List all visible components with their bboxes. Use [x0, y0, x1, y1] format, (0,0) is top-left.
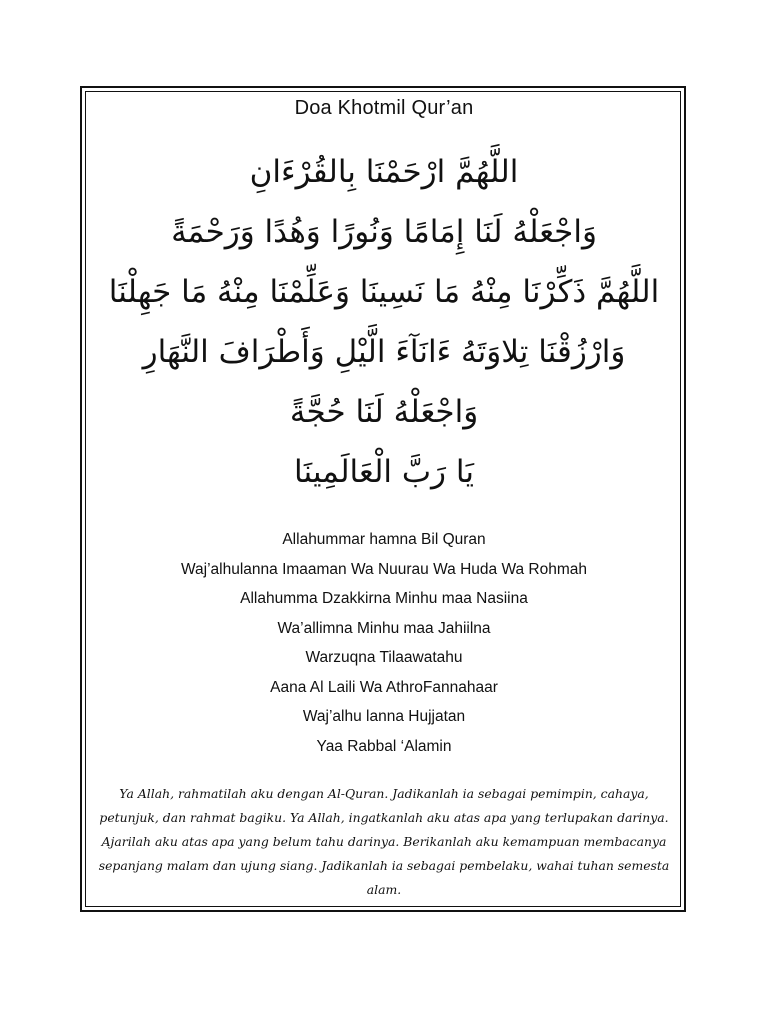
- arabic-line: اللَّهُمَّ ذَكِّرْنَا مِنْهُ مَا نَسِينَا وَعَلِّمْنَا مِنْهُ مَا جَهِلْنَا: [108, 274, 660, 310]
- transliteration-line: Aana Al Laili Wa AthroFannahaar: [270, 678, 498, 696]
- transliteration-line: Warzuqna Tilaawatahu: [305, 649, 463, 666]
- arabic-line: وَاجْعَلْهُ لَنَا إِمَامًا وَنُورًا وَهُدًا وَرَحْمَةً: [171, 214, 597, 250]
- arabic-line: وَارْزُقْنَا تِلاوَتَهُ ءَانَآءَ الَّيْلِ وَأَطْرَافَ النَّهَارِ: [142, 334, 626, 370]
- page-title: Doa Khotmil Qur’an: [294, 97, 474, 119]
- transliteration-line: Wa’allimna Minhu maa Jahiilna: [277, 619, 491, 637]
- transliteration-line: Waj’alhu lanna Hujjatan: [302, 708, 466, 725]
- arabic-prayer-text: [100, 142, 668, 502]
- arabic-line: وَاجْعَلْهُ لَنَا حُجَّةً: [289, 394, 479, 430]
- transliteration-line: Allahummar hamna Bil Quran: [282, 531, 486, 548]
- arabic-line: اللَّهُمَّ ارْحَمْنَا بِالقُرْءَانِ: [249, 154, 519, 190]
- transliteration-line: Waj’alhulanna Imaaman Wa Nuurau Wa Huda Wa Rohmah: [180, 560, 588, 578]
- transliteration-text: [96, 525, 672, 761]
- arabic-line: يَا رَبَّ الْعَالَمِينَا: [294, 454, 474, 490]
- transliteration-line: Allahumma Dzakkirna Minhu maa Nasiina: [240, 590, 528, 607]
- transliteration-line: Yaa Rabbal ‘Alamin: [316, 737, 452, 755]
- translation-paragraph: Ya Allah, rahmatilah aku dengan Al-Quran. Jadikanlah ia sebagai pemimpin, cahaya, petunjuk, dan rahmat bagiku. Ya Allah, ingatkanlah aku atas apa yang terlupakan darinya. Ajarilah aku atas apa yang belum tahu darinya. Berikanlah aku kemampuan membacanya sepanjang malam dan ujung siang. Jadikanlah ia sebagai pembelaku, wahai tuhan semesta alam.: [98, 786, 670, 897]
